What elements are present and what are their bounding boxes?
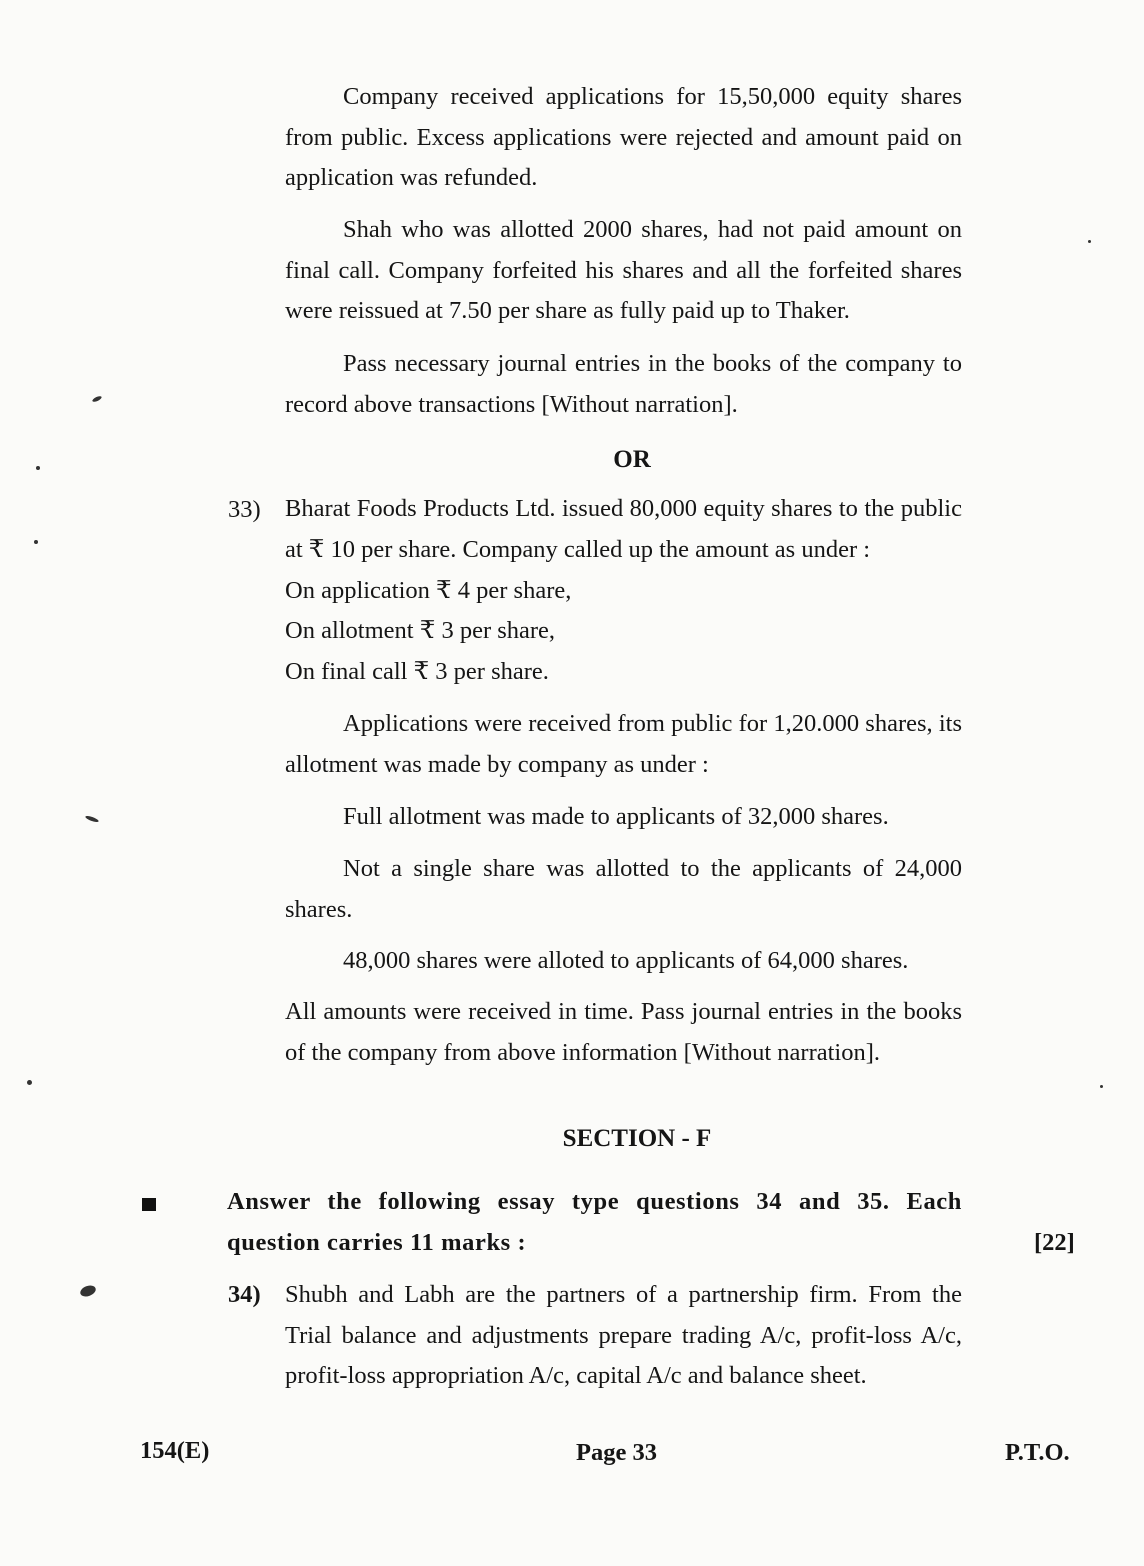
question-34-number: 34) (228, 1281, 261, 1308)
question-33-intro: Bharat Foods Products Ltd. issued 80,000 equity shares to the public at ₹ 10 per share. Company called up the amount as under : (285, 495, 962, 563)
paragraph-forfeiture: Shah who was allotted 2000 shares, had not paid amount on final call. Company forfeited his shares and all the forfeited shares were reissued at 7.50 per share as fully paid up to Thaker. (285, 216, 962, 324)
call-application-line: On application ₹ 4 per share, (285, 577, 572, 604)
paragraph-closing: All amounts were received in time. Pass journal entries in the books of the company from above information [Without narration]. (285, 998, 962, 1066)
paragraph-applications: Company received applications for 15,50,000 equity shares from public. Excess applications were rejected and amount paid on application was refunded. (285, 83, 962, 191)
scan-speck (85, 815, 100, 824)
full-allotment-line: Full allotment was made to applicants of 32,000 shares. (343, 803, 889, 830)
paragraph-not-allotted: Not a single share was allotted to the applicants of 24,000 shares. (285, 855, 962, 923)
footer-code: 154(E) (140, 1437, 210, 1464)
section-title: SECTION - F (562, 1125, 712, 1152)
scan-speck (79, 1284, 97, 1299)
paragraph-applications-received: Applications were received from public for 1,20.000 shares, its allotment was made by company as under : (285, 710, 962, 778)
question-33-number: 33) (228, 496, 261, 523)
paragraph-instruction: Pass necessary journal entries in the books of the company to record above transactions [Without narration]. (285, 350, 962, 418)
scan-speck (36, 466, 40, 470)
call-allotment-line: On allotment ₹ 3 per share, (285, 617, 556, 644)
scan-speck (1100, 1085, 1103, 1088)
section-marks: [22] (1034, 1229, 1075, 1256)
call-final-line: On final call ₹ 3 per share. (285, 658, 549, 685)
scan-speck (92, 395, 103, 403)
or-divider: OR (613, 446, 651, 473)
partial-allotment-line: 48,000 shares were alloted to applicants of 64,000 shares. (343, 947, 909, 974)
footer-pto: P.T.O. (1005, 1439, 1070, 1466)
scan-speck (34, 540, 38, 544)
footer-page-number: Page 33 (576, 1439, 657, 1466)
bullet-square-icon (142, 1198, 156, 1211)
question-34-text: Shubh and Labh are the partners of a partnership firm. From the Trial balance and adjustments prepare trading A/c, profit-loss A/c, profit-loss appropriation A/c, capital A/c and balance sheet. (285, 1281, 962, 1389)
scan-speck (1088, 240, 1091, 243)
scan-speck (27, 1080, 32, 1085)
section-instruction: Answer the following essay type questions 34 and 35. Each question carries 11 marks : (227, 1188, 962, 1256)
